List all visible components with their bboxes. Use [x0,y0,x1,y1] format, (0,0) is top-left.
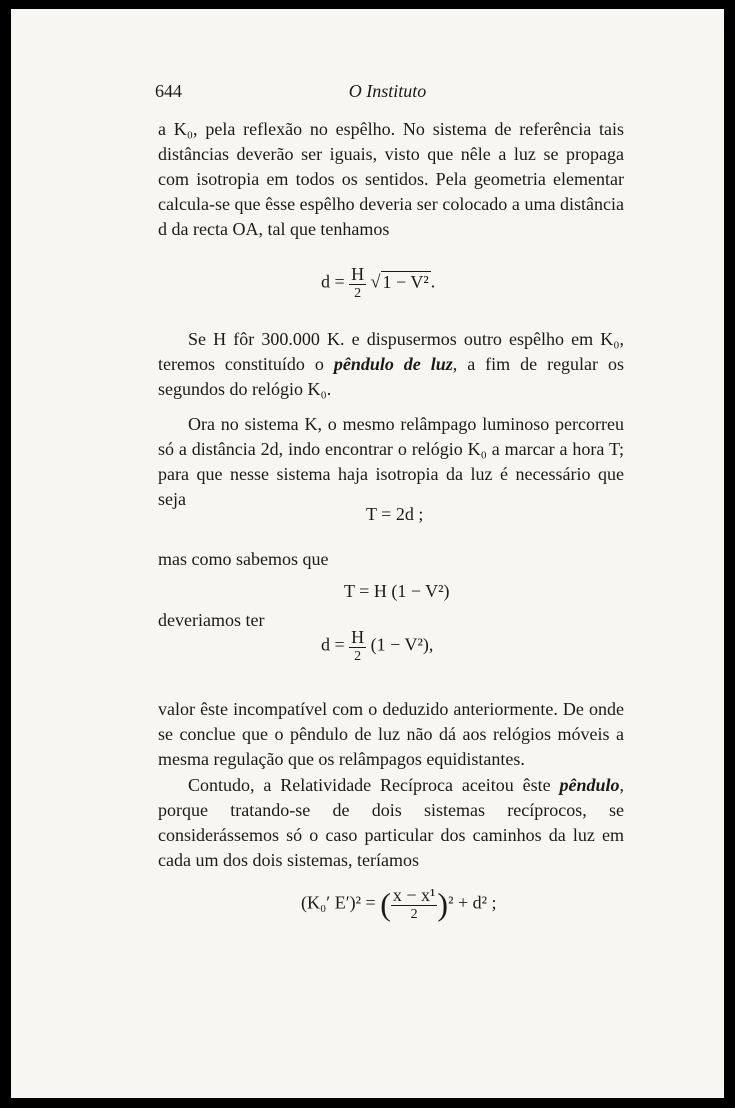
eq1-end: . [430,271,436,292]
eq4-numerator: H [351,627,365,647]
equation-distance-linear [321,627,433,666]
paragraph-6 [158,697,624,772]
eq5-denominator: 2 [410,907,418,922]
equation-distance-sqrt [321,264,435,303]
book-page [11,9,724,1098]
equation-T-2d: T = 2d ; [366,504,424,524]
page-number: 644 [155,81,182,101]
eq1-numerator: H [351,264,365,284]
paragraph-2-text [158,327,624,402]
equation-T-H: T = H (1 − V²) [344,581,450,601]
paragraph-4 [158,547,624,572]
eq4-denominator: 2 [354,649,362,664]
left-paren: ( [380,886,391,922]
eq5-fraction [391,885,438,924]
paragraph-2 [158,327,624,402]
paragraph-3-text: Ora no sistema K, o mesmo relâmpago luminoso percorreu só a distância 2d, indo encontrar o relógio K₀ a marcar a hora T; para que nesse sistema haja isotropia da luz é necessário que seja [158,414,624,509]
paragraph-6-text: valor êste incompatível com o deduzido anteriormente. De onde se conclue que o pêndulo de luz não dá aos relógios móveis a mesma regulação que os relâmpagos equidistantes. [158,699,624,769]
p7-emphasis: pêndulo [559,775,620,795]
eq1-fraction [349,264,366,303]
eq5-numerator: x − x¹ [392,885,436,905]
eq5-rhs: ² + d² ; [448,892,497,913]
p7-part-b: , porque tratando-se de dois sistemas recíprocos, se considerássemos só o caso particular dos caminhos da luz em cada um dos dois sistemas, teríamos [158,775,624,870]
eq1-radicand: 1 − V² [382,271,429,292]
paragraph-3 [158,412,624,512]
running-title: O Instituto [348,81,427,101]
paragraph-7-text [158,773,624,873]
equation-K0-E [301,885,497,924]
paragraph-5-text: deveriamos ter [158,610,265,630]
sqrt-sign: √ [370,271,381,292]
paragraph-1-text: a K₀, pela reflexão no espêlho. No sistema de referência tais distâncias deverão ser iguais, visto que nêle a luz se propaga com isotropia em todos os sentidos. Pela geometria elementar calcula-se que êsse espêlho deveria ser colocado a uma distância d da recta OA, tal que tenhamos [158,119,624,239]
p2-part-b: , a fim de regular os segundos do relógio K₀. [158,354,624,399]
eq5-lhs: (K₀′ E′)² = [301,892,376,913]
right-paren: ) [437,886,449,922]
p2-emphasis: pêndulo de luz [333,354,453,374]
eq4-lhs: d = [321,634,345,655]
page-header [11,81,724,105]
paragraph-4-text: mas como sabemos que [158,549,329,569]
eq4-rhs: (1 − V²), [370,634,434,655]
paragraph-1 [158,117,624,242]
eq1-denominator: 2 [354,286,362,301]
paragraph-7 [158,773,624,873]
p2-part-a: Se H fôr 300.000 K. e dispusermos outro espêlho em K₀, teremos constituído o [158,329,624,374]
eq4-fraction [349,627,366,666]
eq1-lhs: d = [321,271,345,292]
p7-part-a: Contudo, a Relatividade Recíproca aceitou êste [188,775,560,795]
